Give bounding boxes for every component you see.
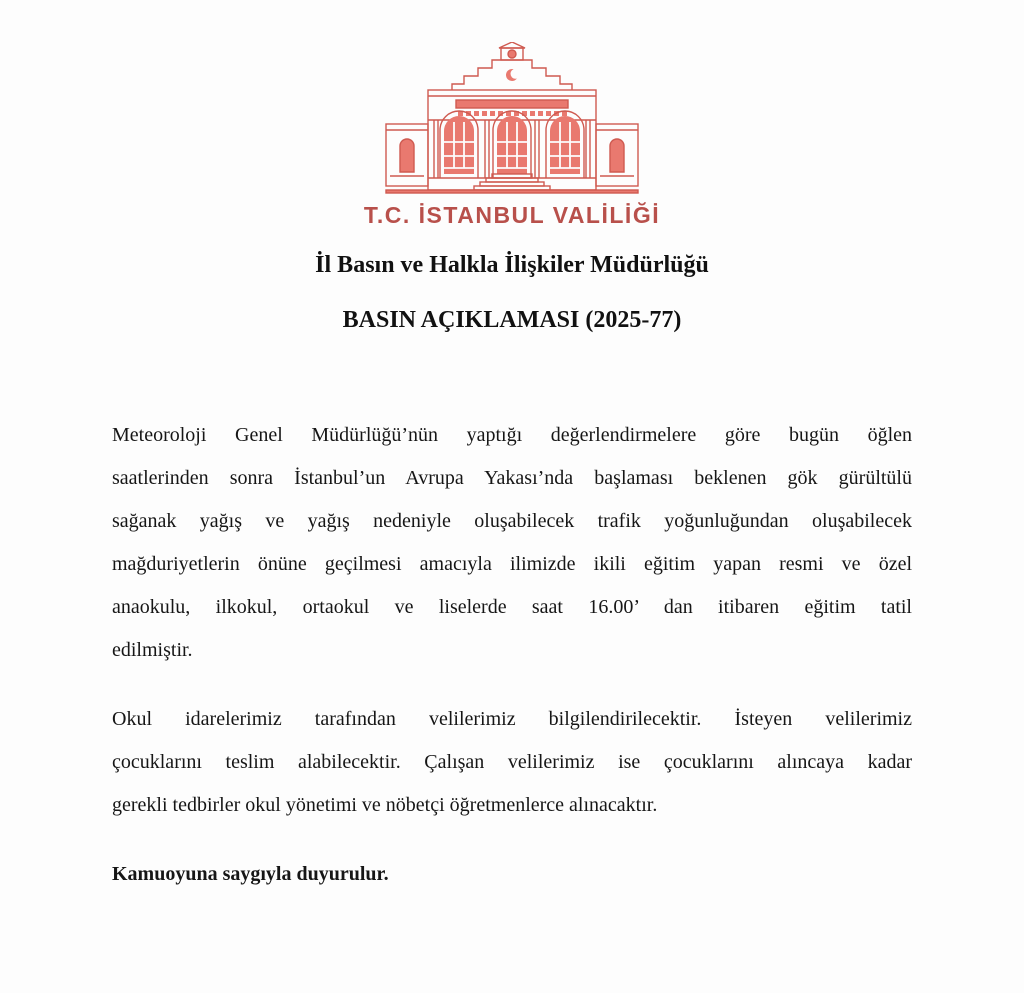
istanbul-governorship-building-icon bbox=[382, 42, 642, 198]
body-line: anaokulu, ilkokul, ortaokul ve liselerde saat 16.00’ dan itibaren eğitim tatil bbox=[112, 596, 912, 618]
body-line: sağanak yağış ve yağış nedeniyle oluşabilecek trafik yoğunluğundan oluşabilecek bbox=[112, 510, 912, 532]
press-release-body bbox=[112, 414, 912, 896]
paragraph-1 bbox=[112, 414, 912, 672]
press-release-title: BASIN AÇIKLAMASI (2025-77) bbox=[342, 307, 682, 333]
body-line: Meteoroloji Genel Müdürlüğü’nün yaptığı değerlendirmelere göre bugün öğlen bbox=[112, 424, 912, 446]
department-heading: İl Basın ve Halkla İlişkiler Müdürlüğü bbox=[315, 252, 709, 278]
body-line: saatlerinden sonra İstanbul’un Avrupa Yakası’nda başlaması beklenen gök gürültülü bbox=[112, 467, 912, 489]
paragraph-2 bbox=[112, 698, 912, 827]
crescent-icon bbox=[506, 69, 521, 81]
body-line: çocuklarını teslim alabilecektir. Çalışan velilerimiz ise çocuklarını alıncaya kadar bbox=[112, 751, 912, 773]
governorship-name: T.C. İSTANBUL VALİLİĞİ bbox=[363, 202, 661, 228]
body-line: Okul idarelerimiz tarafından velilerimiz bilgilendirilecektir. İsteyen velilerimiz bbox=[112, 708, 912, 730]
body-line: edilmiştir. bbox=[112, 639, 193, 661]
governorship-logo bbox=[0, 42, 1024, 229]
body-line: gerekli tedbirler okul yönetimi ve nöbetçi öğretmenlerce alınacaktır. bbox=[112, 794, 658, 816]
closing-statement: Kamuoyuna saygıyla duyurulur. bbox=[112, 863, 389, 885]
body-line: mağduriyetlerin önüne geçilmesi amacıyla ilimizde ikili eğitim yapan resmi ve özel bbox=[112, 553, 912, 575]
